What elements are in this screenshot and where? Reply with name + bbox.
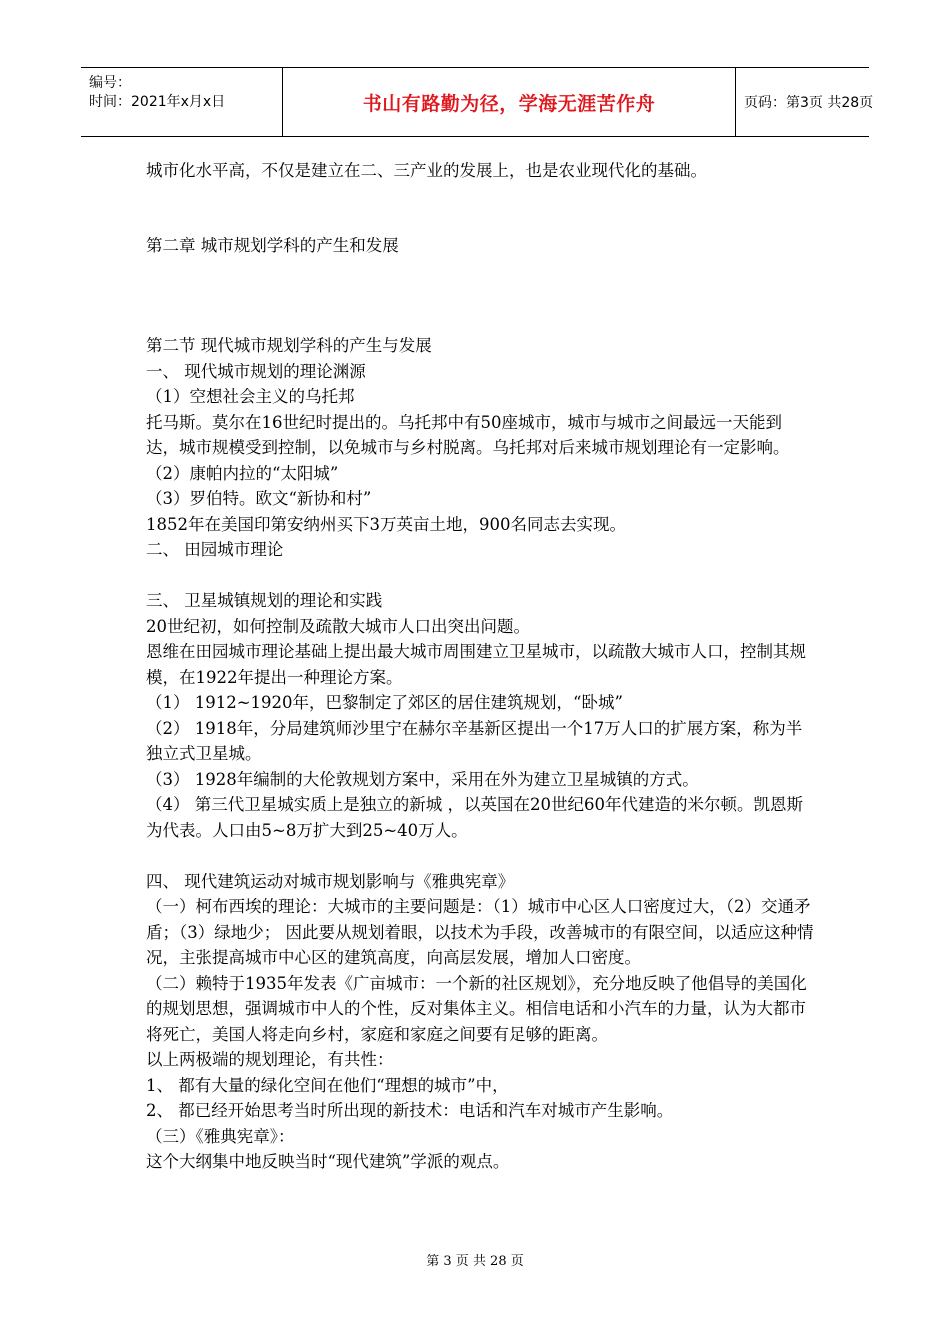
s4-paragraph-3: 以上两极端的规划理论，有共性： (146, 1050, 394, 1069)
s4-paragraph-2: （二）赖特于1935年发表《广亩城市：一个新的社区规划》，充分地反映了他倡导的美国化的规划思想，强调城市中人的个性，反对集体主义。相信电话和小汽车的力量，认为大都市将死亡，美国人将走向乡村，家庭和家庭之间要有足够的距离。 (146, 973, 807, 1044)
header-page-info: 页码：第3页 共28页 (744, 95, 874, 111)
s3-item-2: （2） 1918年，分局建筑师沙里宁在赫尔辛基新区提出一个17万人口的扩展方案，称为半独立式卫星城。 (146, 718, 803, 763)
doc-number-label: 编号： (89, 75, 131, 91)
s3-paragraph-2: 恩维在田园城市理论基础上提出最大城市周围建立卫星城市，以疏散大城市人口，控制其规模，在1922年提出一种理论方案。 (146, 642, 806, 687)
header-motto-cell (283, 68, 736, 136)
s1-item1-text: 托马斯。莫尔在16世纪时提出的。乌托邦中有50座城市，城市与城市之间最远一天能到达，城市规模受到控制，以免城市与乡村脱离。乌托邦对后来城市规划理论有一定影响。 (146, 412, 790, 457)
s1-heading: 一、 现代城市规划的理论渊源 (146, 361, 366, 381)
blank-line (146, 843, 814, 869)
intro-paragraph: 城市化水平高，不仅是建立在二、三产业的发展上，也是农业现代化的基础。 (146, 161, 707, 180)
s1-item3-text: 1852年在美国印第安纳州买下3万英亩土地，900名同志去实现。 (146, 514, 626, 534)
s3-paragraph-1: 20世纪初，如何控制及疏散大城市人口出突出问题。 (146, 616, 530, 636)
s4-paragraph-1: （一）柯布西埃的理论：大城市的主要问题是：（1）城市中心区人口密度过大，（2）交通矛盾；（3）绿地少； 因此要从规划着眼，以技术为手段，改善城市的有限空间，以适应这种情况，主张提高城市中心区的建筑高度，向高层发展，增加人口密度。 (146, 897, 814, 967)
footer-page-number: 第 3 页 共 28 页 (426, 1254, 524, 1269)
s4-paragraph-5: 2、 都已经开始思考当时所出现的新技术：电话和汽车对城市产生影响。 (146, 1101, 674, 1120)
page-header (81, 67, 874, 137)
chapter-title: 第二章 城市规划学科的产生和发展 (146, 236, 399, 255)
blank-line (146, 563, 814, 589)
s4-paragraph-7: 这个大纲集中地反映当时“现代建筑”学派的观点。 (146, 1152, 510, 1171)
s4-paragraph-4: 1、 都有大量的绿化空间在他们“理想的城市”中， (146, 1075, 509, 1095)
doc-time-label: 时间：2021年x月x日 (89, 94, 226, 110)
s4-paragraph-6: （三）《雅典宪章》： (146, 1126, 295, 1146)
s2-heading: 二、 田园城市理论 (146, 540, 284, 559)
header-meta-cell (81, 68, 283, 136)
s1-item3: （3）罗伯特。欧文“新协和村” (146, 489, 372, 508)
page-footer (0, 1250, 950, 1269)
s1-item2: （2）康帕内拉的“太阳城” (146, 463, 339, 483)
section-title: 第二节 现代城市规划学科的产生与发展 (146, 336, 432, 355)
s3-heading: 三、 卫星城镇规划的理论和实践 (146, 591, 383, 610)
s3-item-1: （1） 1912~1920年，巴黎制定了郊区的居住建筑规划，“卧城” (146, 693, 623, 712)
header-motto: 书山有路勤为径，学海无涯苦作舟 (362, 92, 656, 115)
s3-item-4: （4） 第三代卫星城实质上是独立的新城 ，以英国在20世纪60年代建造的米尔顿。凯恩斯为代表。人口由5~8万扩大到25~40万人。 (146, 795, 803, 840)
s4-heading: 四、 现代建筑运动对城市规划影响与《雅典宪章》 (146, 871, 515, 891)
s3-item-3: （3） 1928年编制的大伦敦规划方案中，采用在外为建立卫星城镇的方式。 (146, 769, 699, 789)
s1-item1: （1）空想社会主义的乌托邦 (146, 387, 355, 406)
main-content (146, 333, 814, 1175)
header-page-cell (736, 68, 877, 136)
